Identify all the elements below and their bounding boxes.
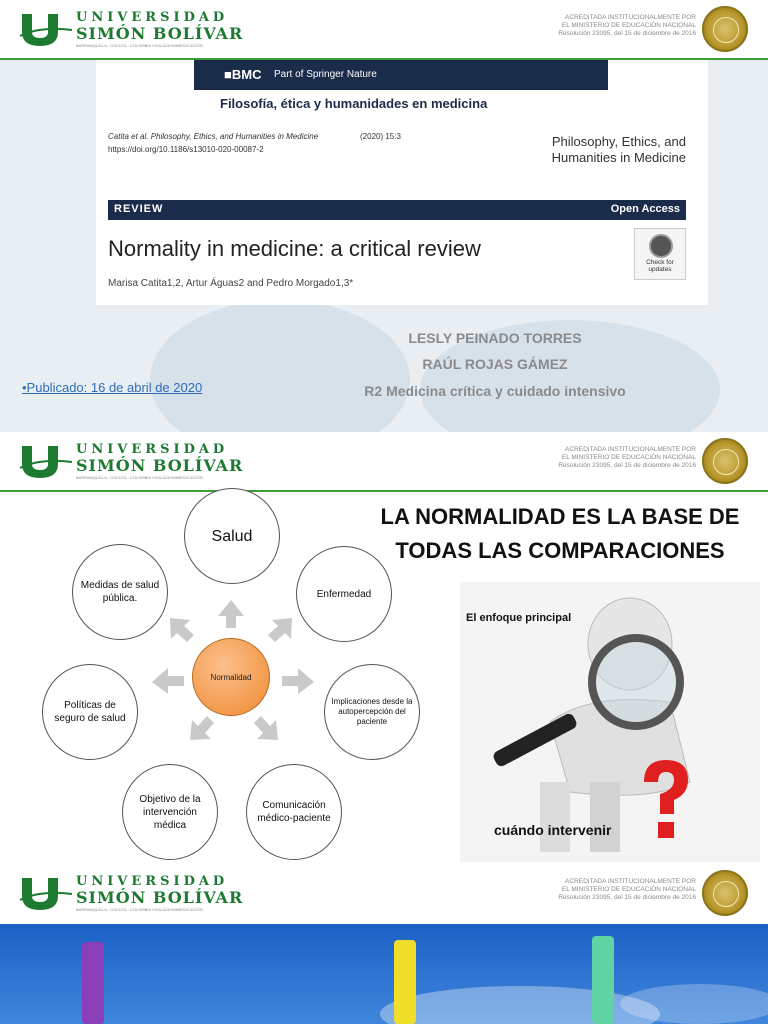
bmc-banner <box>194 60 608 90</box>
university-emblem-icon <box>18 10 74 46</box>
university-header <box>0 864 768 924</box>
article-title: Normality in medicine: a critical review <box>108 236 481 261</box>
check-for-updates-button[interactable] <box>634 228 686 280</box>
logo-text-line3: BARRANQUILLA - CÚCUTA - COLOMBIA VIGILADA MINEDUCACIÓN <box>76 475 203 480</box>
journal-line1: Philosophy, Ethics, and <box>551 134 686 149</box>
accred-line2: EL MINISTERIO DE EDUCACIÓN NACIONAL <box>561 454 696 461</box>
magnifier-figure-image <box>460 582 760 862</box>
accreditation-text <box>520 446 696 470</box>
article-header-image <box>96 60 708 305</box>
presenter-name-1: LESLY PEINADO TORRES <box>408 330 582 346</box>
accred-line3: Resolución 23095, del 15 de diciembre de 2016 <box>558 894 696 901</box>
figure-with-magnifier-icon <box>460 582 760 862</box>
doi-link[interactable]: https://doi.org/10.1186/s13010-020-00087-2 <box>108 145 264 154</box>
focus-label: El enfoque principal <box>466 612 572 624</box>
yellow-clothespin-icon <box>394 940 416 1024</box>
slide-title: LA NORMALIDAD ES LA BASE DE TODAS LAS COMPARACIONES <box>380 504 740 563</box>
arrow-right-icon <box>282 668 314 694</box>
accreditation-seal-icon <box>702 870 748 916</box>
node-comunicacion: Comunicación médico-paciente <box>246 764 342 860</box>
arrow-downright-icon <box>254 716 278 740</box>
logo-text-line2: SIMÓN BOLÍVAR <box>76 24 244 43</box>
when-to-intervene-label: cuándo intervenir <box>494 822 612 838</box>
bmc-logo: ■BMC <box>224 67 262 82</box>
node-medidas: Medidas de salud pública. <box>72 544 168 640</box>
open-access-label: Open Access <box>610 203 680 215</box>
spanish-journal-title: Filosofía, ética y humanidades en medicina <box>220 96 488 111</box>
university-logo <box>18 440 258 484</box>
university-emblem-icon <box>18 442 74 478</box>
presenter-name-2: RAÚL ROJAS GÁMEZ <box>422 356 568 372</box>
arrow-left-icon <box>152 668 184 694</box>
arrow-upleft-icon <box>170 618 194 642</box>
accred-line1: ACREDITADA INSTITUCIONALMENTE POR <box>565 878 696 885</box>
logo-text-line1: UNIVERSIDAD <box>76 10 229 25</box>
university-logo <box>18 872 258 916</box>
accred-line2: EL MINISTERIO DE EDUCACIÓN NACIONAL <box>561 886 696 893</box>
presenter-role: R2 Medicina crítica y cuidado intensivo <box>364 383 626 399</box>
arrow-downleft-icon <box>190 716 214 740</box>
logo-text-line3: BARRANQUILLA - CÚCUTA - COLOMBIA VIGILADA MINEDUCACIÓN <box>76 43 203 48</box>
logo-text-line1: UNIVERSIDAD <box>76 874 229 889</box>
logo-text-line2: SIMÓN BOLÍVAR <box>76 888 244 907</box>
green-clothespin-icon <box>592 936 614 1024</box>
check-updates-label: Check for updates <box>646 259 674 273</box>
accreditation-seal-icon <box>702 6 748 52</box>
node-politicas: Políticas de seguro de salud <box>42 664 138 760</box>
normality-cycle-diagram <box>40 488 430 860</box>
node-implicaciones: Implicaciones desde la autopercepción del paciente <box>324 664 420 760</box>
accred-line3: Resolución 23095, del 15 de diciembre de 2016 <box>558 30 696 37</box>
accred-line1: ACREDITADA INSTITUCIONALMENTE POR <box>565 446 696 453</box>
slide-2 <box>0 432 768 864</box>
arrow-upright-icon <box>268 618 292 642</box>
check-updates-icon <box>649 234 673 258</box>
accreditation-text <box>520 878 696 902</box>
slide-3 <box>0 864 768 1024</box>
purple-clothespin-icon <box>82 942 104 1024</box>
accred-line2: EL MINISTERIO DE EDUCACIÓN NACIONAL <box>561 22 696 29</box>
citation: Catita et al. Philosophy, Ethics, and Humanities in Medicine <box>108 132 319 141</box>
review-bar <box>108 200 686 220</box>
logo-text-line1: UNIVERSIDAD <box>76 442 229 457</box>
slide-1 <box>0 0 768 432</box>
normality-center-node: Normalidad <box>192 638 270 716</box>
accred-line1: ACREDITADA INSTITUCIONALMENTE POR <box>565 14 696 21</box>
bmc-tagline: Part of Springer Nature <box>274 69 377 80</box>
article-authors: Marisa Catita1,2, Artur Águas2 and Pedro Morgado1,3* <box>108 278 354 289</box>
accreditation-text <box>520 14 696 38</box>
node-enfermedad: Enfermedad <box>296 546 392 642</box>
logo-text-line3: BARRANQUILLA - CÚCUTA - COLOMBIA VIGILADA MINEDUCACIÓN <box>76 907 203 912</box>
accred-line3: Resolución 23095, del 15 de diciembre de 2016 <box>558 462 696 469</box>
arrow-up-icon <box>218 600 244 628</box>
accreditation-seal-icon <box>702 438 748 484</box>
university-header <box>0 432 768 492</box>
journal-name <box>526 134 686 166</box>
journal-line2: Humanities in Medicine <box>551 150 686 165</box>
university-header <box>0 0 768 60</box>
university-emblem-icon <box>18 874 74 910</box>
published-date-link[interactable]: •Publicado: 16 de abril de 2020 <box>22 380 203 395</box>
node-objetivo: Objetivo de la intervención médica <box>122 764 218 860</box>
university-logo <box>18 8 258 52</box>
citation-year: (2020) 15:3 <box>360 132 401 141</box>
logo-text-line2: SIMÓN BOLÍVAR <box>76 456 244 475</box>
review-label: REVIEW <box>114 203 164 215</box>
node-salud: Salud <box>184 488 280 584</box>
